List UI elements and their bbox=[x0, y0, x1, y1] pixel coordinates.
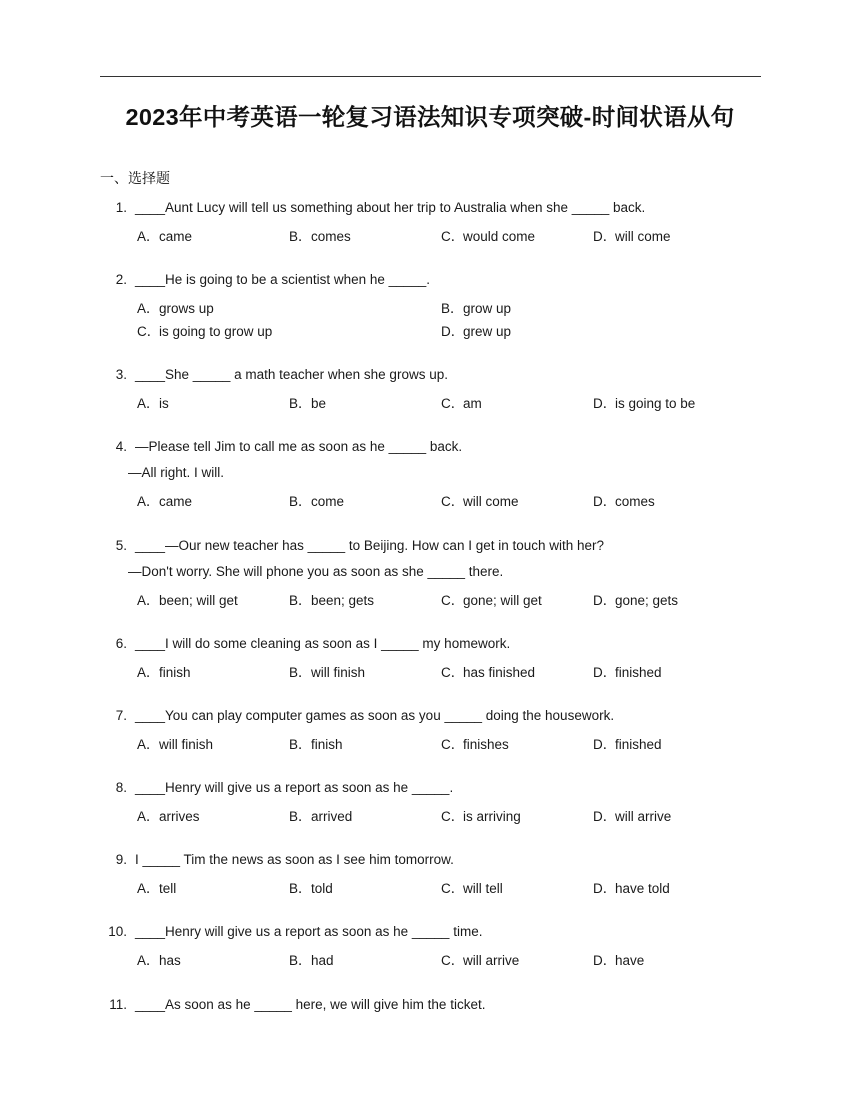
question-number: 11. bbox=[109, 997, 127, 1012]
option-letter: C． bbox=[441, 737, 465, 752]
option-text: finished bbox=[615, 737, 662, 752]
question-stem: —Please tell Jim to call me as soon as he _____ back. bbox=[135, 439, 463, 454]
answer-option[interactable] bbox=[441, 297, 511, 317]
answer-option[interactable] bbox=[289, 733, 343, 753]
answer-option[interactable] bbox=[289, 392, 326, 412]
answer-option[interactable] bbox=[441, 661, 535, 681]
option-letter: B． bbox=[289, 665, 312, 680]
answer-option[interactable] bbox=[441, 320, 511, 340]
answer-option[interactable] bbox=[289, 949, 334, 969]
header-rule bbox=[100, 76, 761, 77]
option-letter: D． bbox=[593, 396, 617, 411]
option-text: have told bbox=[615, 881, 670, 896]
question-number: 9. bbox=[115, 852, 127, 867]
option-text: is going to grow up bbox=[159, 324, 273, 339]
answer-option[interactable] bbox=[441, 877, 503, 897]
option-letter: C． bbox=[441, 229, 465, 244]
option-text: is arriving bbox=[463, 809, 521, 824]
section-heading: 一、选择题 bbox=[100, 170, 170, 186]
option-letter: A． bbox=[137, 809, 160, 824]
answer-option[interactable] bbox=[441, 805, 521, 825]
option-text: will come bbox=[463, 494, 519, 509]
answer-option[interactable] bbox=[137, 225, 192, 245]
option-text: had bbox=[311, 953, 334, 968]
option-text: will arrive bbox=[463, 953, 520, 968]
question-number: 7. bbox=[115, 708, 127, 723]
option-text: comes bbox=[311, 229, 351, 244]
option-text: finish bbox=[311, 737, 343, 752]
option-letter: D． bbox=[593, 953, 617, 968]
answer-option[interactable] bbox=[593, 805, 671, 825]
answer-option[interactable] bbox=[137, 490, 192, 510]
option-text: has finished bbox=[463, 665, 536, 680]
option-text: gone; will get bbox=[463, 593, 542, 608]
option-text: be bbox=[311, 396, 327, 411]
answer-option[interactable] bbox=[137, 297, 214, 317]
answer-option[interactable] bbox=[289, 589, 374, 609]
answer-option[interactable] bbox=[593, 877, 670, 897]
option-letter: D． bbox=[593, 494, 617, 509]
answer-option[interactable] bbox=[593, 225, 671, 245]
option-letter: C． bbox=[441, 809, 465, 824]
answer-option[interactable] bbox=[137, 392, 169, 412]
option-text: will arrive bbox=[615, 809, 672, 824]
option-text: is bbox=[159, 396, 169, 411]
option-letter: B． bbox=[289, 953, 312, 968]
option-text: been; gets bbox=[311, 593, 375, 608]
option-letter: A． bbox=[137, 396, 160, 411]
option-letter: D． bbox=[593, 881, 617, 896]
option-letter: A． bbox=[137, 593, 160, 608]
option-letter: D． bbox=[593, 229, 617, 244]
option-text: arrives bbox=[159, 809, 200, 824]
option-letter: B． bbox=[289, 396, 312, 411]
option-text: will finish bbox=[159, 737, 214, 752]
answer-option[interactable] bbox=[289, 805, 352, 825]
answer-option[interactable] bbox=[593, 733, 662, 753]
option-text: tell bbox=[159, 881, 177, 896]
question-stem-continued: —Don't worry. She will phone you as soon as she _____ there. bbox=[128, 564, 504, 579]
answer-option[interactable] bbox=[441, 949, 519, 969]
option-letter: C． bbox=[441, 881, 465, 896]
option-letter: A． bbox=[137, 229, 160, 244]
option-letter: B． bbox=[289, 494, 312, 509]
answer-option[interactable] bbox=[593, 949, 644, 969]
answer-option[interactable] bbox=[441, 392, 482, 412]
question-number: 2. bbox=[115, 272, 127, 287]
option-text: told bbox=[311, 881, 333, 896]
answer-option[interactable] bbox=[289, 490, 344, 510]
question-stem: ____He is going to be a scientist when he _____. bbox=[135, 272, 430, 287]
option-letter: A． bbox=[137, 301, 160, 316]
option-letter: C． bbox=[441, 665, 465, 680]
answer-option[interactable] bbox=[289, 225, 351, 245]
option-letter: C． bbox=[441, 494, 465, 509]
option-text: is going to be bbox=[615, 396, 696, 411]
option-letter: A． bbox=[137, 737, 160, 752]
question-stem: ____—Our new teacher has _____ to Beijing. How can I get in touch with her? bbox=[135, 538, 605, 553]
question-number: 10. bbox=[108, 924, 127, 939]
option-text: grew up bbox=[463, 324, 512, 339]
option-text: comes bbox=[615, 494, 655, 509]
answer-option[interactable] bbox=[593, 661, 662, 681]
question-stem: ____Henry will give us a report as soon as he _____. bbox=[135, 780, 454, 795]
option-letter: D． bbox=[593, 593, 617, 608]
answer-option[interactable] bbox=[289, 661, 365, 681]
question-stem-continued: —All right. I will. bbox=[128, 465, 225, 480]
option-letter: B． bbox=[289, 229, 312, 244]
option-text: finished bbox=[615, 665, 662, 680]
option-text: finishes bbox=[463, 737, 509, 752]
question-stem: I _____ Tim the news as soon as I see him tomorrow. bbox=[135, 852, 454, 867]
option-letter: D． bbox=[593, 665, 617, 680]
option-text: have bbox=[615, 953, 645, 968]
question-number: 5. bbox=[115, 538, 127, 553]
option-letter: D． bbox=[593, 737, 617, 752]
option-letter: B． bbox=[289, 881, 312, 896]
option-text: am bbox=[463, 396, 482, 411]
answer-option[interactable] bbox=[137, 949, 181, 969]
answer-option[interactable] bbox=[593, 392, 695, 412]
answer-option[interactable] bbox=[137, 805, 200, 825]
answer-option[interactable] bbox=[441, 589, 542, 609]
question-stem: ____Aunt Lucy will tell us something about her trip to Australia when she _____ back. bbox=[135, 200, 646, 215]
question-stem: ____She _____ a math teacher when she grows up. bbox=[135, 367, 448, 382]
answer-option[interactable] bbox=[441, 733, 509, 753]
option-letter: D． bbox=[593, 809, 617, 824]
option-text: came bbox=[159, 229, 193, 244]
question-number: 3. bbox=[115, 367, 127, 382]
option-letter: D． bbox=[441, 324, 465, 339]
question-number: 8. bbox=[115, 780, 127, 795]
option-text: grow up bbox=[463, 301, 512, 316]
answer-option[interactable] bbox=[137, 733, 213, 753]
option-text: finish bbox=[159, 665, 191, 680]
answer-option[interactable] bbox=[441, 490, 519, 510]
option-letter: B． bbox=[441, 301, 464, 316]
option-text: will tell bbox=[463, 881, 503, 896]
question-stem: ____You can play computer games as soon as you _____ doing the housework. bbox=[135, 708, 615, 723]
question-number: 4. bbox=[115, 439, 127, 454]
option-text: been; will get bbox=[159, 593, 238, 608]
option-letter: B． bbox=[289, 809, 312, 824]
option-letter: A． bbox=[137, 665, 160, 680]
option-letter: C． bbox=[441, 593, 465, 608]
answer-option[interactable] bbox=[137, 877, 176, 897]
option-text: come bbox=[311, 494, 345, 509]
question-number: 1. bbox=[115, 200, 127, 215]
option-letter: B． bbox=[289, 593, 312, 608]
option-text: has bbox=[159, 953, 181, 968]
answer-option[interactable] bbox=[137, 320, 272, 340]
option-text: will come bbox=[615, 229, 671, 244]
question-stem: ____I will do some cleaning as soon as I _____ my homework. bbox=[135, 636, 511, 651]
page-title: 2023年中考英语一轮复习语法知识专项突破-时间状语从句 bbox=[125, 104, 735, 130]
answer-option[interactable] bbox=[441, 225, 535, 245]
option-text: came bbox=[159, 494, 193, 509]
option-letter: A． bbox=[137, 494, 160, 509]
option-text: gone; gets bbox=[615, 593, 679, 608]
answer-option[interactable] bbox=[593, 589, 678, 609]
answer-option[interactable] bbox=[593, 490, 655, 510]
option-letter: C． bbox=[441, 953, 465, 968]
question-number: 6. bbox=[115, 636, 127, 651]
answer-option[interactable] bbox=[137, 661, 191, 681]
option-letter: C． bbox=[441, 396, 465, 411]
answer-option[interactable] bbox=[137, 589, 238, 609]
option-letter: A． bbox=[137, 881, 160, 896]
option-text: arrived bbox=[311, 809, 353, 824]
question-stem: ____As soon as he _____ here, we will give him the ticket. bbox=[135, 997, 486, 1012]
option-letter: C． bbox=[137, 324, 161, 339]
option-text: grows up bbox=[159, 301, 214, 316]
option-text: will finish bbox=[311, 665, 366, 680]
answer-option[interactable] bbox=[289, 877, 333, 897]
option-letter: B． bbox=[289, 737, 312, 752]
option-letter: A． bbox=[137, 953, 160, 968]
question-stem: ____Henry will give us a report as soon as he _____ time. bbox=[135, 924, 483, 939]
option-text: would come bbox=[463, 229, 536, 244]
